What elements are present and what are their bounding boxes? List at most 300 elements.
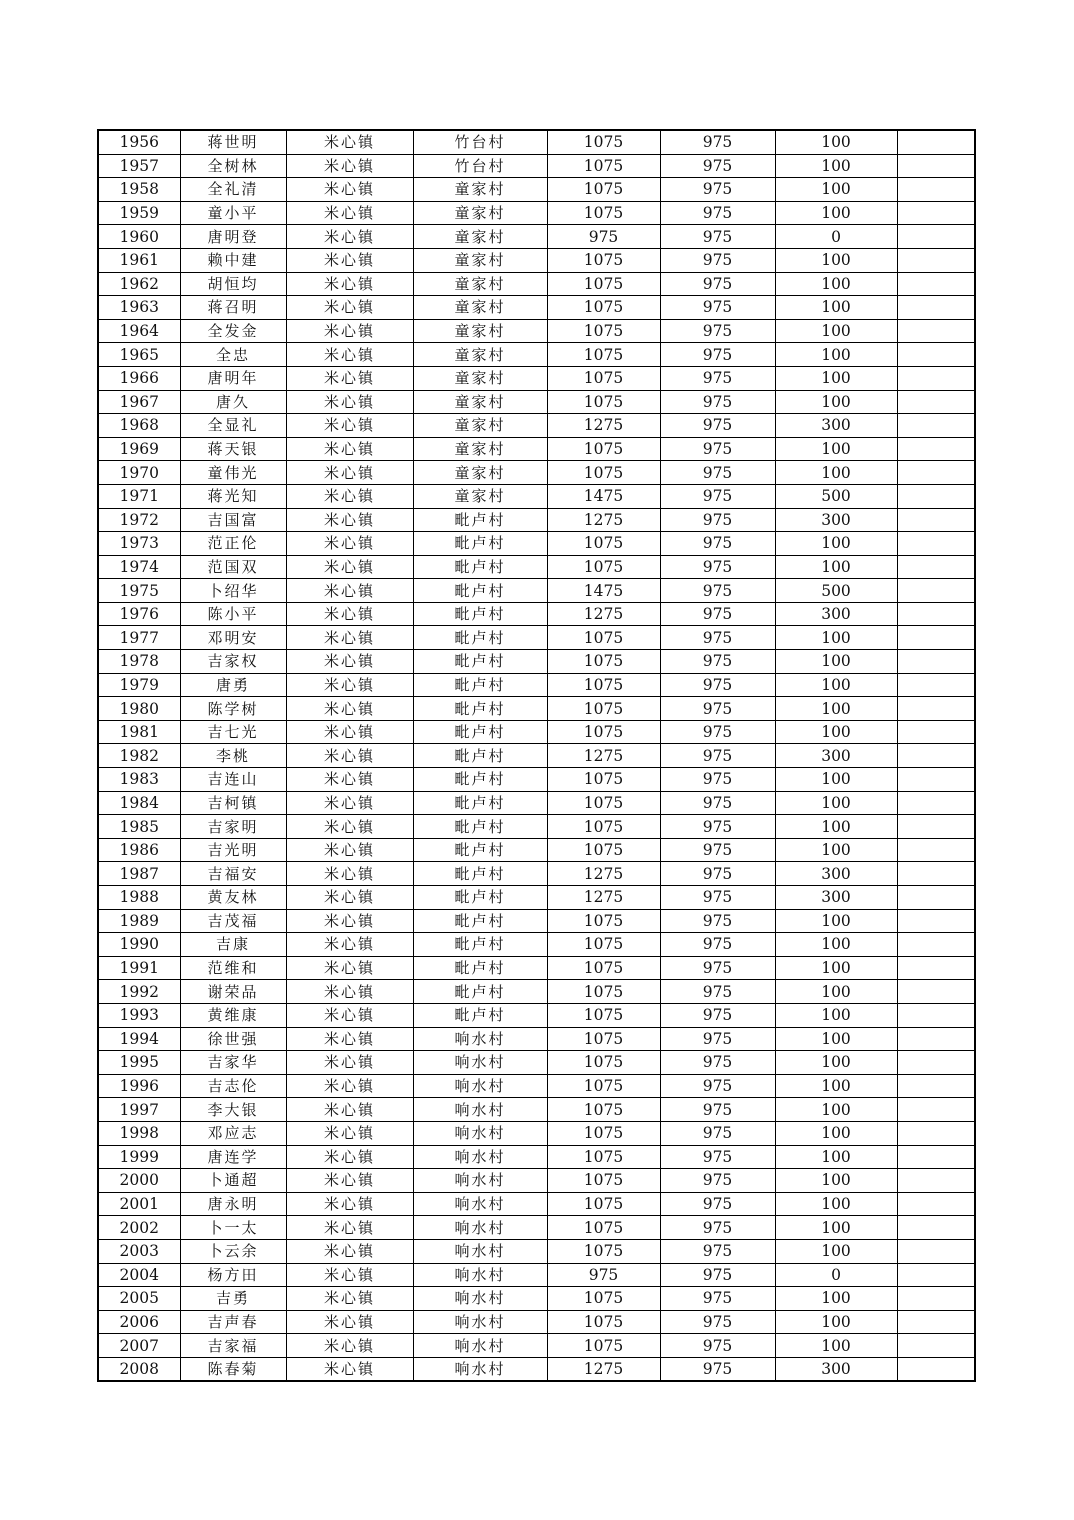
town-cell: 米心镇 <box>286 437 413 461</box>
serial-cell: 1964 <box>98 319 180 343</box>
town-cell: 米心镇 <box>286 744 413 768</box>
table-row <box>98 1192 975 1216</box>
table-row <box>98 130 975 154</box>
serial-cell: 1973 <box>98 532 180 556</box>
village-cell: 毗卢村 <box>413 791 547 815</box>
name-cell: 吉声春 <box>180 1310 286 1334</box>
village-cell: 毗卢村 <box>413 956 547 980</box>
town-cell: 米心镇 <box>286 768 413 792</box>
base-cell: 975 <box>660 1051 775 1075</box>
serial-cell: 1980 <box>98 697 180 721</box>
extra-cell: 100 <box>775 1310 897 1334</box>
extra-cell: 100 <box>775 1216 897 1240</box>
town-cell: 米心镇 <box>286 579 413 603</box>
table-row <box>98 602 975 626</box>
town-cell: 米心镇 <box>286 1310 413 1334</box>
extra-cell: 100 <box>775 1334 897 1358</box>
extra-cell: 100 <box>775 980 897 1004</box>
total-cell: 1075 <box>547 1334 660 1358</box>
village-cell: 毗卢村 <box>413 602 547 626</box>
extra-cell: 0 <box>775 225 897 249</box>
name-cell: 卜绍华 <box>180 579 286 603</box>
total-cell: 1075 <box>547 555 660 579</box>
table-row <box>98 1145 975 1169</box>
serial-cell: 1998 <box>98 1121 180 1145</box>
note-cell <box>897 366 975 390</box>
table-row <box>98 933 975 957</box>
village-cell: 响水村 <box>413 1216 547 1240</box>
table-row <box>98 980 975 1004</box>
serial-cell: 1965 <box>98 343 180 367</box>
town-cell: 米心镇 <box>286 673 413 697</box>
serial-cell: 2005 <box>98 1287 180 1311</box>
base-cell: 975 <box>660 225 775 249</box>
town-cell: 米心镇 <box>286 909 413 933</box>
town-cell: 米心镇 <box>286 956 413 980</box>
village-cell: 响水村 <box>413 1334 547 1358</box>
village-cell: 童家村 <box>413 201 547 225</box>
extra-cell: 100 <box>775 650 897 674</box>
total-cell: 1075 <box>547 838 660 862</box>
total-cell: 1075 <box>547 697 660 721</box>
note-cell <box>897 1051 975 1075</box>
note-cell <box>897 933 975 957</box>
name-cell: 黄维康 <box>180 1003 286 1027</box>
village-cell: 毗卢村 <box>413 626 547 650</box>
town-cell: 米心镇 <box>286 791 413 815</box>
total-cell: 975 <box>547 225 660 249</box>
village-cell: 毗卢村 <box>413 532 547 556</box>
village-cell: 毗卢村 <box>413 909 547 933</box>
table-row <box>98 366 975 390</box>
name-cell: 吉家明 <box>180 815 286 839</box>
village-cell: 响水村 <box>413 1051 547 1075</box>
base-cell: 975 <box>660 414 775 438</box>
town-cell: 米心镇 <box>286 1051 413 1075</box>
name-cell: 唐勇 <box>180 673 286 697</box>
town-cell: 米心镇 <box>286 1263 413 1287</box>
table-row <box>98 1310 975 1334</box>
note-cell <box>897 130 975 154</box>
base-cell: 975 <box>660 980 775 1004</box>
name-cell: 邓明安 <box>180 626 286 650</box>
village-cell: 童家村 <box>413 248 547 272</box>
base-cell: 975 <box>660 744 775 768</box>
name-cell: 谢荣品 <box>180 980 286 1004</box>
table-row <box>98 1334 975 1358</box>
table-row <box>98 555 975 579</box>
note-cell <box>897 1310 975 1334</box>
total-cell: 1275 <box>547 886 660 910</box>
serial-cell: 1958 <box>98 178 180 202</box>
village-cell: 童家村 <box>413 272 547 296</box>
village-cell: 毗卢村 <box>413 768 547 792</box>
name-cell: 范维和 <box>180 956 286 980</box>
name-cell: 范正伦 <box>180 532 286 556</box>
base-cell: 975 <box>660 1169 775 1193</box>
serial-cell: 1991 <box>98 956 180 980</box>
serial-cell: 1987 <box>98 862 180 886</box>
total-cell: 1475 <box>547 484 660 508</box>
town-cell: 米心镇 <box>286 980 413 1004</box>
table-row <box>98 1169 975 1193</box>
roster-body <box>98 130 975 1381</box>
serial-cell: 1970 <box>98 461 180 485</box>
town-cell: 米心镇 <box>286 626 413 650</box>
base-cell: 975 <box>660 720 775 744</box>
serial-cell: 2003 <box>98 1239 180 1263</box>
town-cell: 米心镇 <box>286 508 413 532</box>
extra-cell: 100 <box>775 626 897 650</box>
base-cell: 975 <box>660 1239 775 1263</box>
total-cell: 1275 <box>547 508 660 532</box>
table-row <box>98 862 975 886</box>
table-row <box>98 532 975 556</box>
village-cell: 毗卢村 <box>413 980 547 1004</box>
base-cell: 975 <box>660 1310 775 1334</box>
name-cell: 吉志伦 <box>180 1074 286 1098</box>
total-cell: 1075 <box>547 1310 660 1334</box>
town-cell: 米心镇 <box>286 319 413 343</box>
total-cell: 1075 <box>547 437 660 461</box>
village-cell: 童家村 <box>413 343 547 367</box>
town-cell: 米心镇 <box>286 532 413 556</box>
name-cell: 徐世强 <box>180 1027 286 1051</box>
extra-cell: 100 <box>775 1192 897 1216</box>
note-cell <box>897 1121 975 1145</box>
note-cell <box>897 319 975 343</box>
name-cell: 李大银 <box>180 1098 286 1122</box>
total-cell: 975 <box>547 1263 660 1287</box>
note-cell <box>897 532 975 556</box>
extra-cell: 100 <box>775 1287 897 1311</box>
town-cell: 米心镇 <box>286 1287 413 1311</box>
extra-cell: 100 <box>775 296 897 320</box>
note-cell <box>897 862 975 886</box>
table-row <box>98 744 975 768</box>
table-row <box>98 1357 975 1381</box>
name-cell: 吉光明 <box>180 838 286 862</box>
extra-cell: 100 <box>775 1027 897 1051</box>
note-cell <box>897 744 975 768</box>
base-cell: 975 <box>660 909 775 933</box>
extra-cell: 300 <box>775 414 897 438</box>
extra-cell: 100 <box>775 768 897 792</box>
base-cell: 975 <box>660 390 775 414</box>
total-cell: 1075 <box>547 933 660 957</box>
serial-cell: 1969 <box>98 437 180 461</box>
village-cell: 毗卢村 <box>413 555 547 579</box>
village-cell: 童家村 <box>413 366 547 390</box>
total-cell: 1075 <box>547 461 660 485</box>
extra-cell: 100 <box>775 532 897 556</box>
base-cell: 975 <box>660 1192 775 1216</box>
village-cell: 响水村 <box>413 1239 547 1263</box>
base-cell: 975 <box>660 461 775 485</box>
village-cell: 毗卢村 <box>413 744 547 768</box>
serial-cell: 1956 <box>98 130 180 154</box>
serial-cell: 1994 <box>98 1027 180 1051</box>
village-cell: 童家村 <box>413 178 547 202</box>
extra-cell: 300 <box>775 862 897 886</box>
town-cell: 米心镇 <box>286 343 413 367</box>
extra-cell: 100 <box>775 697 897 721</box>
town-cell: 米心镇 <box>286 720 413 744</box>
extra-cell: 300 <box>775 602 897 626</box>
table-row <box>98 1287 975 1311</box>
name-cell: 陈学树 <box>180 697 286 721</box>
total-cell: 1075 <box>547 720 660 744</box>
name-cell: 唐连学 <box>180 1145 286 1169</box>
name-cell: 卜云余 <box>180 1239 286 1263</box>
table-row <box>98 296 975 320</box>
extra-cell: 100 <box>775 673 897 697</box>
table-row <box>98 343 975 367</box>
note-cell <box>897 1169 975 1193</box>
total-cell: 1075 <box>547 1216 660 1240</box>
table-row <box>98 815 975 839</box>
extra-cell: 100 <box>775 366 897 390</box>
total-cell: 1275 <box>547 602 660 626</box>
town-cell: 米心镇 <box>286 296 413 320</box>
note-cell <box>897 508 975 532</box>
note-cell <box>897 437 975 461</box>
base-cell: 975 <box>660 437 775 461</box>
village-cell: 毗卢村 <box>413 838 547 862</box>
note-cell <box>897 1334 975 1358</box>
extra-cell: 100 <box>775 791 897 815</box>
total-cell: 1075 <box>547 1003 660 1027</box>
base-cell: 975 <box>660 1003 775 1027</box>
note-cell <box>897 1145 975 1169</box>
table-row <box>98 909 975 933</box>
name-cell: 胡恒均 <box>180 272 286 296</box>
serial-cell: 2001 <box>98 1192 180 1216</box>
serial-cell: 1957 <box>98 154 180 178</box>
note-cell <box>897 1003 975 1027</box>
base-cell: 975 <box>660 319 775 343</box>
table-row <box>98 508 975 532</box>
table-row <box>98 768 975 792</box>
town-cell: 米心镇 <box>286 248 413 272</box>
name-cell: 黄友林 <box>180 886 286 910</box>
town-cell: 米心镇 <box>286 178 413 202</box>
name-cell: 吉康 <box>180 933 286 957</box>
name-cell: 赖中建 <box>180 248 286 272</box>
extra-cell: 100 <box>775 838 897 862</box>
village-cell: 毗卢村 <box>413 720 547 744</box>
serial-cell: 1978 <box>98 650 180 674</box>
town-cell: 米心镇 <box>286 838 413 862</box>
note-cell <box>897 248 975 272</box>
name-cell: 全树林 <box>180 154 286 178</box>
table-row <box>98 956 975 980</box>
name-cell: 全发金 <box>180 319 286 343</box>
base-cell: 975 <box>660 1074 775 1098</box>
note-cell <box>897 343 975 367</box>
extra-cell: 100 <box>775 343 897 367</box>
village-cell: 毗卢村 <box>413 579 547 603</box>
serial-cell: 1975 <box>98 579 180 603</box>
extra-cell: 300 <box>775 508 897 532</box>
serial-cell: 1960 <box>98 225 180 249</box>
town-cell: 米心镇 <box>286 555 413 579</box>
total-cell: 1075 <box>547 1051 660 1075</box>
note-cell <box>897 815 975 839</box>
table-row <box>98 1051 975 1075</box>
extra-cell: 100 <box>775 201 897 225</box>
extra-cell: 100 <box>775 720 897 744</box>
serial-cell: 1976 <box>98 602 180 626</box>
table-row <box>98 437 975 461</box>
total-cell: 1075 <box>547 1169 660 1193</box>
name-cell: 全礼清 <box>180 178 286 202</box>
village-cell: 响水村 <box>413 1074 547 1098</box>
total-cell: 1075 <box>547 1074 660 1098</box>
extra-cell: 100 <box>775 130 897 154</box>
total-cell: 1075 <box>547 343 660 367</box>
name-cell: 蒋召明 <box>180 296 286 320</box>
table-row <box>98 1216 975 1240</box>
serial-cell: 2006 <box>98 1310 180 1334</box>
table-row <box>98 319 975 343</box>
table-row <box>98 1003 975 1027</box>
total-cell: 1275 <box>547 744 660 768</box>
town-cell: 米心镇 <box>286 1098 413 1122</box>
table-row <box>98 390 975 414</box>
note-cell <box>897 154 975 178</box>
serial-cell: 1984 <box>98 791 180 815</box>
village-cell: 毗卢村 <box>413 673 547 697</box>
town-cell: 米心镇 <box>286 272 413 296</box>
serial-cell: 1995 <box>98 1051 180 1075</box>
base-cell: 975 <box>660 886 775 910</box>
village-cell: 毗卢村 <box>413 815 547 839</box>
table-row <box>98 650 975 674</box>
serial-cell: 1967 <box>98 390 180 414</box>
serial-cell: 1985 <box>98 815 180 839</box>
note-cell <box>897 484 975 508</box>
base-cell: 975 <box>660 484 775 508</box>
extra-cell: 100 <box>775 1074 897 1098</box>
village-cell: 响水村 <box>413 1357 547 1381</box>
note-cell <box>897 791 975 815</box>
serial-cell: 2000 <box>98 1169 180 1193</box>
base-cell: 975 <box>660 768 775 792</box>
serial-cell: 2002 <box>98 1216 180 1240</box>
note-cell <box>897 602 975 626</box>
town-cell: 米心镇 <box>286 1003 413 1027</box>
base-cell: 975 <box>660 178 775 202</box>
note-cell <box>897 555 975 579</box>
base-cell: 975 <box>660 1357 775 1381</box>
base-cell: 975 <box>660 1216 775 1240</box>
note-cell <box>897 1098 975 1122</box>
extra-cell: 100 <box>775 1239 897 1263</box>
note-cell <box>897 1263 975 1287</box>
total-cell: 1075 <box>547 154 660 178</box>
total-cell: 1075 <box>547 1192 660 1216</box>
name-cell: 范国双 <box>180 555 286 579</box>
serial-cell: 1968 <box>98 414 180 438</box>
town-cell: 米心镇 <box>286 1357 413 1381</box>
extra-cell: 100 <box>775 1121 897 1145</box>
town-cell: 米心镇 <box>286 602 413 626</box>
base-cell: 975 <box>660 555 775 579</box>
extra-cell: 100 <box>775 933 897 957</box>
table-row <box>98 1074 975 1098</box>
village-cell: 竹台村 <box>413 130 547 154</box>
serial-cell: 1959 <box>98 201 180 225</box>
name-cell: 陈春菊 <box>180 1357 286 1381</box>
village-cell: 毗卢村 <box>413 933 547 957</box>
serial-cell: 1992 <box>98 980 180 1004</box>
extra-cell: 100 <box>775 272 897 296</box>
village-cell: 童家村 <box>413 225 547 249</box>
total-cell: 1275 <box>547 862 660 886</box>
table-row <box>98 272 975 296</box>
village-cell: 毗卢村 <box>413 862 547 886</box>
total-cell: 1275 <box>547 414 660 438</box>
extra-cell: 300 <box>775 1357 897 1381</box>
serial-cell: 2007 <box>98 1334 180 1358</box>
name-cell: 吉茂福 <box>180 909 286 933</box>
extra-cell: 100 <box>775 555 897 579</box>
base-cell: 975 <box>660 248 775 272</box>
total-cell: 1075 <box>547 248 660 272</box>
town-cell: 米心镇 <box>286 886 413 910</box>
total-cell: 1075 <box>547 1239 660 1263</box>
base-cell: 975 <box>660 1121 775 1145</box>
extra-cell: 100 <box>775 319 897 343</box>
total-cell: 1075 <box>547 319 660 343</box>
note-cell <box>897 720 975 744</box>
town-cell: 米心镇 <box>286 1169 413 1193</box>
town-cell: 米心镇 <box>286 1334 413 1358</box>
extra-cell: 100 <box>775 248 897 272</box>
table-row <box>98 178 975 202</box>
extra-cell: 100 <box>775 1003 897 1027</box>
serial-cell: 1999 <box>98 1145 180 1169</box>
note-cell <box>897 390 975 414</box>
total-cell: 1075 <box>547 768 660 792</box>
town-cell: 米心镇 <box>286 225 413 249</box>
table-row <box>98 720 975 744</box>
total-cell: 1075 <box>547 1098 660 1122</box>
table-row <box>98 1098 975 1122</box>
name-cell: 吉国富 <box>180 508 286 532</box>
serial-cell: 1990 <box>98 933 180 957</box>
village-cell: 毗卢村 <box>413 697 547 721</box>
village-cell: 童家村 <box>413 296 547 320</box>
base-cell: 975 <box>660 862 775 886</box>
note-cell <box>897 1357 975 1381</box>
serial-cell: 1982 <box>98 744 180 768</box>
town-cell: 米心镇 <box>286 130 413 154</box>
town-cell: 米心镇 <box>286 414 413 438</box>
note-cell <box>897 1287 975 1311</box>
table-row <box>98 1027 975 1051</box>
total-cell: 1075 <box>547 1145 660 1169</box>
table-row <box>98 248 975 272</box>
base-cell: 975 <box>660 697 775 721</box>
total-cell: 1075 <box>547 650 660 674</box>
base-cell: 975 <box>660 673 775 697</box>
note-cell <box>897 1192 975 1216</box>
base-cell: 975 <box>660 579 775 603</box>
village-cell: 响水村 <box>413 1287 547 1311</box>
note-cell <box>897 838 975 862</box>
